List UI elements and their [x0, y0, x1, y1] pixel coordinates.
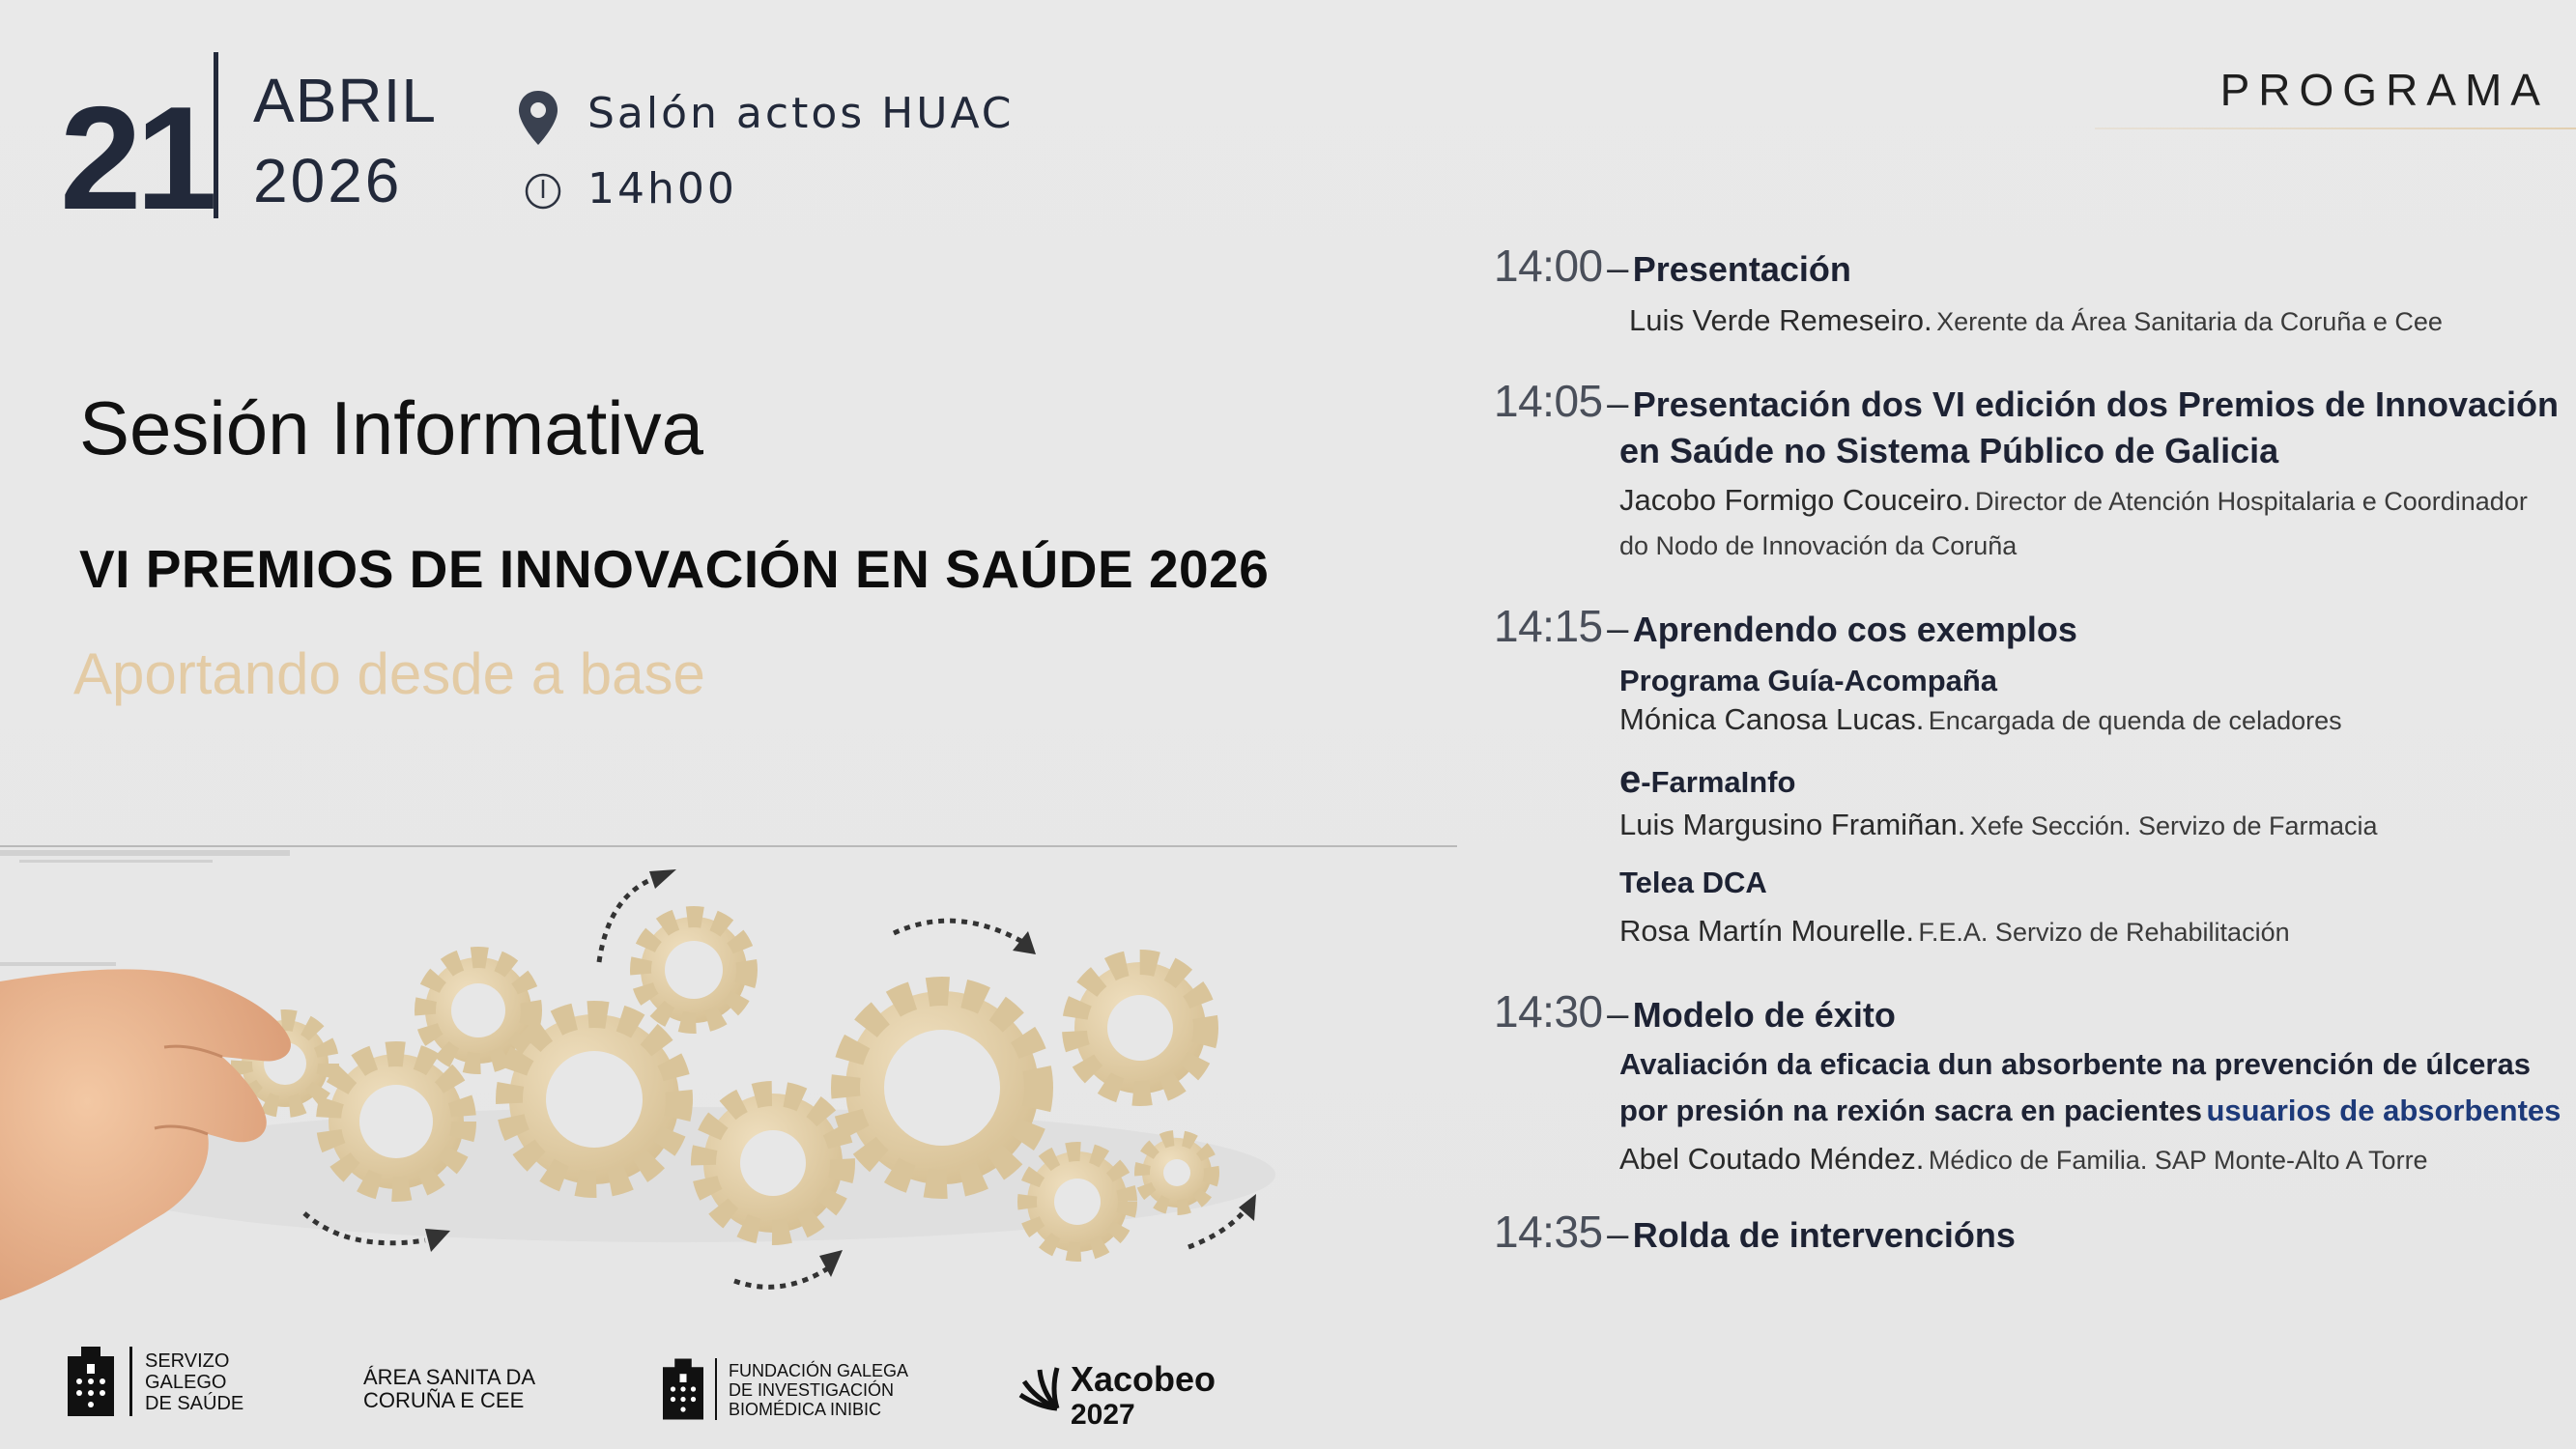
xacobeo-logo [1071, 1359, 1216, 1431]
inibic-logo [729, 1362, 908, 1419]
sergas-line: DE SAÚDE [145, 1393, 244, 1414]
agenda-title: Modelo de éxito [1632, 995, 1896, 1035]
agenda [1494, 240, 2562, 1258]
clock-icon [524, 172, 562, 211]
agenda-item [1494, 985, 2562, 1177]
agenda-time: 14:00 [1494, 241, 1603, 291]
project-name-prefix: e [1619, 758, 1642, 801]
project-title-cont: por presión na rexión sacra en pacientes [1619, 1094, 2203, 1127]
xacobeo-year: 2027 [1071, 1399, 1135, 1431]
programa-heading: PROGRAMA [2219, 65, 2549, 115]
agenda-item [1494, 1206, 2557, 1258]
event-month: ABRIL [253, 66, 437, 135]
agenda-item [1494, 600, 2557, 949]
project-title-highlight: usuarios de absorbentes [2206, 1094, 2562, 1127]
event-venue: Salón actos HUAC [587, 89, 1015, 138]
speaker-role: Médico de Familia. SAP Monte-Alto A Torre [1928, 1146, 2428, 1175]
agenda-item [1494, 375, 2560, 561]
agenda-title-cont: en Saúde no Sistema Público de Galicia [1619, 431, 2279, 470]
area-line: ÁREA SANITA DA [363, 1365, 536, 1389]
agenda-dash: – [1607, 1213, 1629, 1256]
session-title: Sesión Informativa [79, 385, 703, 470]
agenda-dash: – [1607, 993, 1629, 1036]
sergas-line: SERVIZO [145, 1350, 230, 1372]
awards-title: VI PREMIOS DE INNOVACIÓN EN SAÚDE 2026 [79, 539, 1270, 599]
xacobeo-word: Xacobeo [1071, 1359, 1216, 1399]
project-entry [1619, 758, 2557, 842]
project-entry [1619, 866, 2557, 949]
agenda-dash: – [1607, 247, 1629, 290]
gears-illustration [0, 846, 1372, 1349]
agenda-time: 14:15 [1494, 601, 1603, 651]
agenda-title: Rolda de intervencións [1632, 1215, 2016, 1255]
event-time: 14h00 [587, 164, 737, 213]
tagline: Aportando desde a base [73, 641, 705, 706]
speaker-role: Encargada de quenda de celadores [1928, 706, 2342, 735]
sergas-line: GALEGO [145, 1372, 227, 1393]
agenda-title: Aprendendo cos exemplos [1632, 610, 2077, 649]
speaker-name: Luis Verde Remeseiro. [1629, 303, 1932, 337]
agenda-time: 14:35 [1494, 1207, 1603, 1257]
speaker-name: Rosa Martín Mourelle. [1619, 914, 1914, 948]
speaker-name: Abel Coutado Méndez. [1619, 1142, 1925, 1176]
speaker-role: Director de Atención Hospitalaria e Coordinador [1975, 487, 2528, 516]
inibic-line: DE INVESTIGACIÓN [729, 1379, 895, 1400]
area-sanitaria-logo [363, 1366, 535, 1412]
logo-divider [129, 1347, 132, 1416]
xacobeo-shell-icon [1009, 1362, 1063, 1416]
date-divider [214, 52, 218, 218]
location-pin-icon [516, 89, 560, 147]
agenda-dash: – [1607, 383, 1629, 425]
project-name: Programa Guía-Acompaña [1619, 664, 1998, 697]
project-title: Avaliación da eficacia dun absorbente na prevención de úlceras [1619, 1047, 2531, 1081]
project-name: Telea DCA [1619, 866, 1767, 899]
galicia-emblem-icon [68, 1347, 114, 1416]
logo-divider [715, 1358, 717, 1420]
galicia-emblem-icon [663, 1358, 703, 1420]
sergas-logo [145, 1350, 243, 1414]
speaker-name: Jacobo Formigo Couceiro. [1619, 483, 1971, 517]
speaker-role: Xefe Sección. Servizo de Farmacia [1969, 811, 2378, 840]
inibic-line: FUNDACIÓN GALEGA [729, 1361, 909, 1380]
agenda-item [1494, 240, 2557, 338]
project-name: -FarmaInfo [1641, 765, 1796, 799]
inibic-line: BIOMÉDICA INIBIC [729, 1399, 882, 1419]
programa-underline [2095, 128, 2576, 129]
speaker-role: F.E.A. Servizo de Rehabilitación [1918, 918, 2290, 947]
agenda-title: Presentación dos VI edición dos Premios de Innovación [1632, 384, 2560, 424]
speaker-role-cont: do Nodo de Innovación da Coruña [1619, 531, 2018, 560]
event-day: 21 [60, 76, 213, 241]
speaker-name: Mónica Canosa Lucas. [1619, 702, 1925, 736]
agenda-time: 14:05 [1494, 376, 1603, 426]
speaker-role: Xerente da Área Sanitaria da Coruña e Cee [1936, 307, 2443, 336]
event-year: 2026 [253, 146, 403, 215]
speaker-name: Luis Margusino Framiñan. [1619, 808, 1966, 841]
agenda-time: 14:30 [1494, 986, 1603, 1037]
agenda-title: Presentación [1632, 249, 1851, 289]
area-line: CORUÑA E CEE [363, 1388, 525, 1413]
agenda-dash: – [1607, 608, 1629, 650]
project-entry [1619, 664, 2557, 737]
